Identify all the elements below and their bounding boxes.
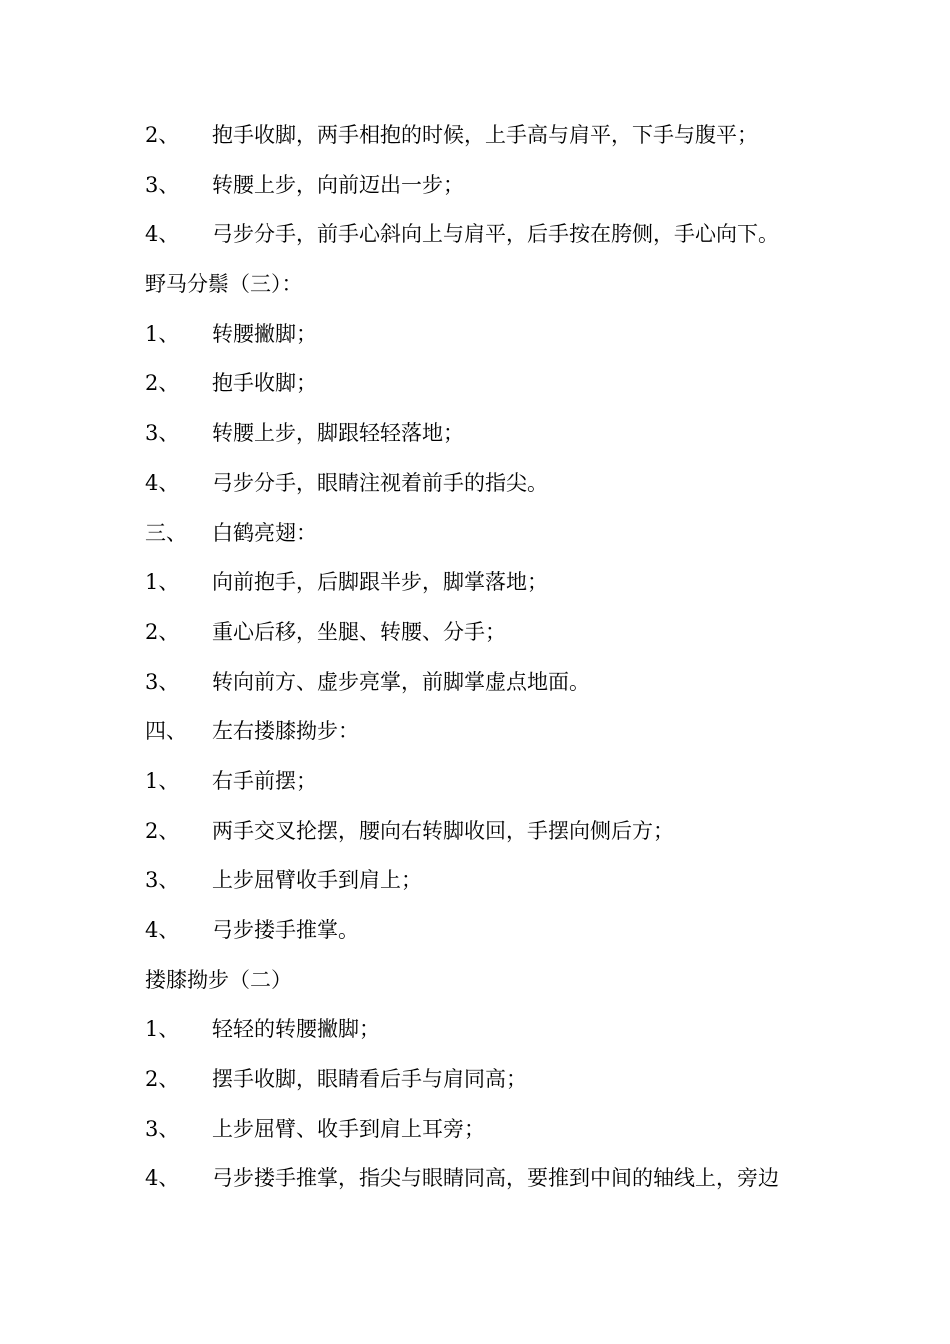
item-text: 轻轻的转腰撇脚；	[212, 1017, 380, 1042]
list-item	[145, 707, 825, 757]
list-item	[145, 856, 825, 906]
item-text: 右手前摆；	[212, 768, 317, 793]
item-number: 2、	[145, 1067, 180, 1092]
list-item	[145, 210, 825, 260]
item-text: 重心后移，坐腿、转腰、分手；	[212, 619, 506, 644]
item-text: 弓步搂手推掌。	[212, 918, 359, 942]
item-number: 2、	[145, 371, 180, 396]
item-text: 弓步搂手推掌，指尖与眼睛同高，要推到中间的轴线上，旁边	[212, 1166, 779, 1191]
item-number: 3、	[145, 172, 180, 197]
item-number: 4、	[145, 918, 180, 942]
item-number: 2、	[145, 619, 180, 644]
list-item	[145, 658, 825, 708]
item-text: 上步屈臂、收手到肩上耳旁；	[212, 1116, 485, 1141]
item-text: 弓步分手，眼睛注视着前手的指尖。	[212, 470, 548, 495]
item-number: 4、	[145, 470, 180, 495]
section-heading	[145, 956, 825, 1006]
item-number: 1、	[145, 321, 180, 346]
list-item	[145, 807, 825, 857]
item-number: 2、	[145, 818, 180, 843]
item-text: 向前抱手，后脚跟半步，脚掌落地；	[212, 570, 548, 595]
document-body	[145, 111, 825, 1204]
item-text: 抱手收脚；	[212, 371, 317, 396]
item-number: 四、	[145, 719, 187, 744]
list-item	[145, 161, 825, 211]
list-item	[145, 310, 825, 360]
list-item	[145, 1005, 825, 1055]
item-text: 野马分鬃（三）：	[145, 272, 303, 297]
item-text: 摆手收脚，眼睛看后手与肩同高；	[212, 1067, 527, 1092]
list-item	[145, 359, 825, 409]
item-number: 4、	[145, 222, 180, 247]
item-number: 3、	[145, 868, 180, 893]
item-number: 三、	[145, 520, 187, 545]
item-text: 上步屈臂收手到肩上；	[212, 868, 422, 893]
list-item	[145, 608, 825, 658]
item-number: 3、	[145, 669, 180, 694]
section-heading	[145, 260, 825, 310]
list-item	[145, 1055, 825, 1105]
list-item	[145, 1154, 825, 1204]
item-text: 左右搂膝拗步：	[212, 719, 359, 744]
item-text: 搂膝拗步（二）	[145, 967, 292, 992]
item-text: 两手交叉抡摆，腰向右转脚收回，手摆向侧后方；	[212, 818, 674, 843]
item-text: 转腰上步，脚跟轻轻落地；	[212, 421, 464, 446]
item-number: 1、	[145, 570, 180, 595]
list-item	[145, 459, 825, 509]
list-item	[145, 757, 825, 807]
item-number: 1、	[145, 768, 180, 793]
item-text: 转向前方、虚步亮掌，前脚掌虚点地面。	[212, 669, 590, 694]
item-number: 3、	[145, 421, 180, 446]
item-number: 1、	[145, 1017, 180, 1042]
item-text: 转腰撇脚；	[212, 321, 317, 346]
list-item	[145, 1105, 825, 1155]
item-number: 4、	[145, 1166, 180, 1191]
item-text: 转腰上步，向前迈出一步；	[212, 172, 464, 197]
item-number: 2、	[145, 123, 180, 147]
list-item	[145, 409, 825, 459]
item-number: 3、	[145, 1116, 180, 1141]
item-text: 抱手收脚，两手相抱的时候，上手高与肩平，下手与腹平；	[212, 123, 758, 147]
list-item	[145, 558, 825, 608]
list-item	[145, 906, 825, 956]
list-item	[145, 509, 825, 559]
item-text: 白鹤亮翅：	[212, 520, 317, 545]
list-item	[145, 111, 825, 161]
item-text: 弓步分手，前手心斜向上与肩平，后手按在胯侧，手心向下。	[212, 222, 779, 247]
